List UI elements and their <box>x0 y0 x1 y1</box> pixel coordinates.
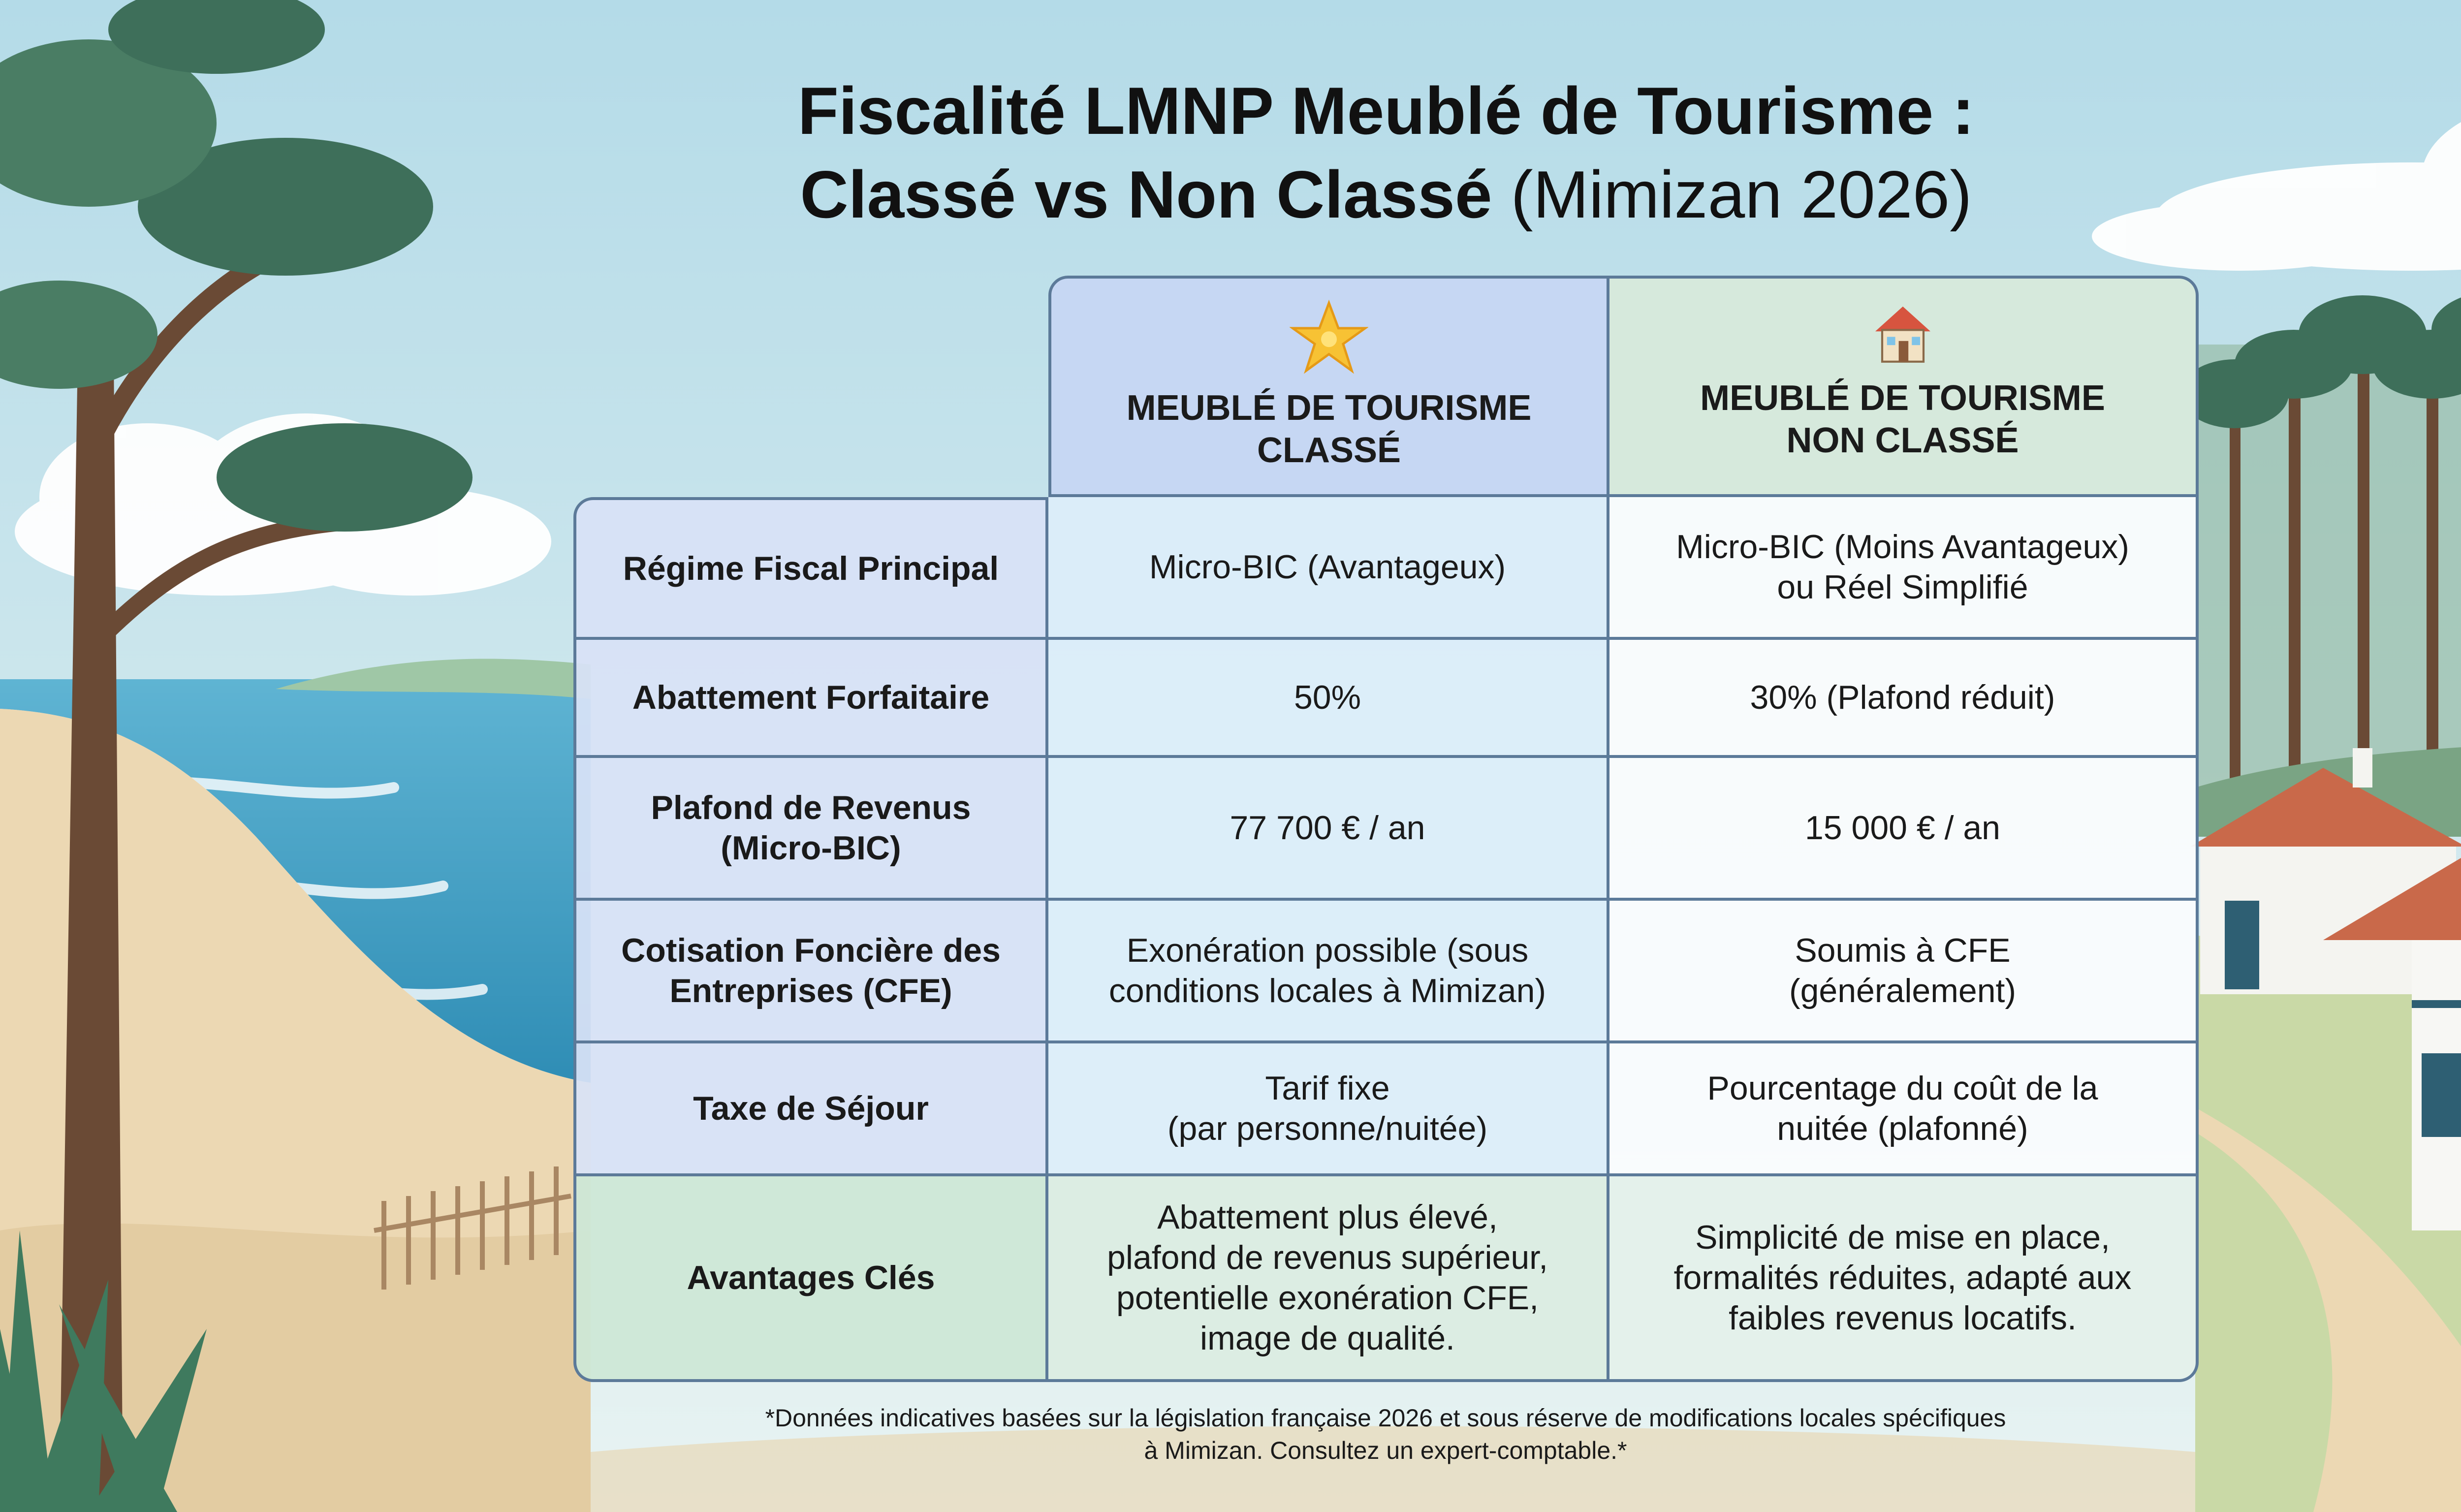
cell-regime-non-classe: Micro-BIC (Moins Avantageux) ou Réel Simplifié <box>1609 497 2199 640</box>
row-label-avantages: Avantages Clés <box>573 1176 1048 1382</box>
title-bold-part: Classé vs Non Classé <box>800 157 1492 232</box>
house-icon <box>1868 298 1937 367</box>
right-pine-forest <box>2180 285 2461 837</box>
footnote-line-2: à Mimizan. Consultez un expert-comptable.* <box>1144 1437 1627 1464</box>
footnote <box>640 1402 2131 1467</box>
cell-cfe-non-classe: Soumis à CFE (généralement) <box>1609 901 2199 1043</box>
cell-avantages-classe: Abattement plus élevé, plafond de revenus supérieur, potentielle exonération CFE, image de qualité. <box>1048 1176 1609 1382</box>
star-icon <box>1290 298 1368 377</box>
cell-taxe-sejour-non-classe: Pourcentage du coût de la nuitée (plafonné) <box>1609 1043 2199 1176</box>
column-header-non-classe-line2: NON CLASSÉ <box>1786 421 2019 460</box>
row-label-regime: Régime Fiscal Principal <box>573 497 1048 640</box>
cell-cfe-classe: Exonération possible (sous conditions locales à Mimizan) <box>1048 901 1609 1043</box>
cell-plafond-classe: 77 700 € / an <box>1048 758 1609 901</box>
cell-taxe-sejour-classe: Tarif fixe (par personne/nuitée) <box>1048 1043 1609 1176</box>
row-label-taxe-sejour: Taxe de Séjour <box>573 1043 1048 1176</box>
row-label-abattement: Abattement Forfaitaire <box>573 640 1048 758</box>
column-header-classe <box>1048 276 1609 497</box>
page-title-line-2 <box>0 153 2461 236</box>
row-label-cfe: Cotisation Foncière des Entreprises (CFE) <box>573 901 1048 1043</box>
page-title-line-1: Fiscalité LMNP Meublé de Tourisme : <box>797 73 1975 148</box>
cell-avantages-non-classe: Simplicité de mise en place, formalités réduites, adapté aux faibles revenus locatifs. <box>1609 1176 2199 1382</box>
cell-abattement-classe: 50% <box>1048 640 1609 758</box>
column-header-non-classe <box>1609 276 2199 497</box>
column-header-classe-line1: MEUBLÉ DE TOURISME <box>1126 388 1532 428</box>
footnote-line-1: *Données indicatives basées sur la législation française 2026 et sous réserve de modifications locales spécifiques <box>765 1404 2006 1432</box>
cell-abattement-non-classe: 30% (Plafond réduit) <box>1609 640 2199 758</box>
comparison-table <box>573 276 2199 1382</box>
cell-plafond-non-classe: 15 000 € / an <box>1609 758 2199 901</box>
column-header-classe-line2: CLASSÉ <box>1257 431 1401 470</box>
cell-regime-classe: Micro-BIC (Avantageux) <box>1048 497 1609 640</box>
column-header-non-classe-line1: MEUBLÉ DE TOURISME <box>1700 378 2105 418</box>
title-light-part: (Mimizan 2026) <box>1511 157 1972 232</box>
row-label-plafond: Plafond de Revenus (Micro-BIC) <box>573 758 1048 901</box>
